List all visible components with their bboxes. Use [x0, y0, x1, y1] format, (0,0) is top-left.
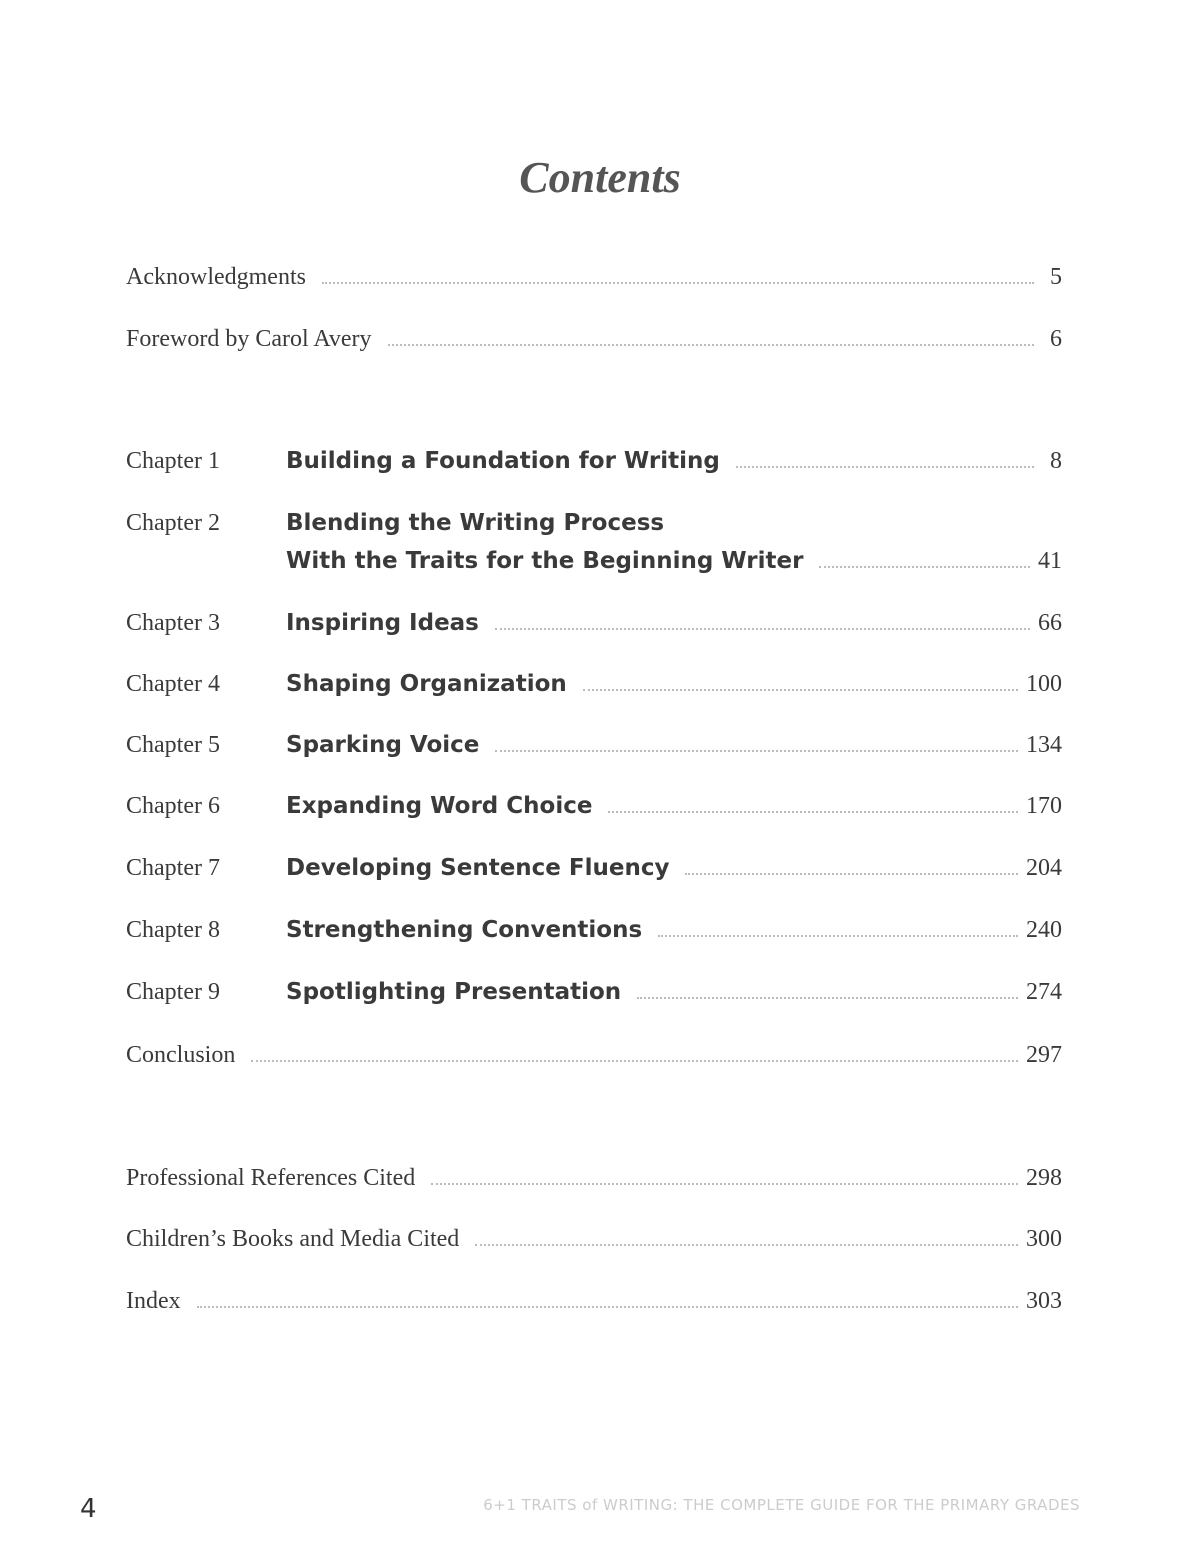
chapter-number: Chapter 5 — [126, 732, 220, 758]
chapter-title: Sparking Voice — [286, 732, 480, 758]
toc-entry — [126, 324, 1062, 354]
toc-chapter — [126, 977, 1062, 1007]
dot-leader — [736, 466, 1034, 468]
chapter-title: Spotlighting Presentation — [286, 979, 622, 1005]
running-footer: 6+1 TRAITS of WRITING: THE COMPLETE GUIDE FOR THE PRIMARY GRADES — [483, 1496, 1080, 1514]
entry-page: 297 — [1026, 1042, 1062, 1068]
chapter-title: Strengthening Conventions — [286, 917, 643, 943]
chapter-title-line1: Blending the Writing Process — [286, 510, 665, 536]
chapter-number: Chapter 4 — [126, 671, 220, 697]
toc-chapter — [126, 669, 1062, 699]
dot-leader — [431, 1183, 1018, 1185]
entry-label: Acknowledgments — [126, 264, 306, 290]
entry-page: 6 — [1050, 326, 1062, 352]
entry-page: 134 — [1026, 732, 1062, 758]
entry-page: 240 — [1026, 917, 1062, 943]
dot-leader — [685, 873, 1018, 875]
dot-leader — [583, 689, 1018, 691]
chapter-number: Chapter 1 — [126, 448, 220, 474]
entry-label: Conclusion — [126, 1042, 236, 1068]
page-title: Contents — [519, 153, 681, 202]
chapter-title: Building a Foundation for Writing — [286, 448, 720, 474]
chapter-number: Chapter 9 — [126, 979, 220, 1005]
toc-chapter — [126, 915, 1062, 945]
dot-leader — [658, 935, 1018, 937]
toc-entry — [126, 1224, 1062, 1254]
toc-entry — [126, 262, 1062, 292]
entry-page: 298 — [1026, 1165, 1062, 1191]
chapter-title: With the Traits for the Beginning Writer — [286, 548, 804, 574]
entry-page: 170 — [1026, 793, 1062, 819]
entry-page: 204 — [1026, 855, 1062, 881]
toc-chapter — [126, 791, 1062, 821]
entry-label: Professional References Cited — [126, 1165, 416, 1191]
entry-page: 5 — [1050, 264, 1062, 290]
chapter-number: Chapter 7 — [126, 855, 220, 881]
toc-chapter — [126, 730, 1062, 760]
dot-leader — [819, 566, 1030, 568]
entry-page: 41 — [1038, 548, 1062, 574]
dot-leader — [388, 344, 1034, 346]
entry-page: 303 — [1026, 1288, 1062, 1314]
toc-chapter — [126, 608, 1062, 638]
entry-page: 274 — [1026, 979, 1062, 1005]
toc-chapter — [126, 853, 1062, 883]
dot-leader — [637, 997, 1018, 999]
dot-leader — [475, 1244, 1018, 1246]
dot-leader — [322, 282, 1034, 284]
entry-label: Index — [126, 1288, 181, 1314]
chapter-title: Shaping Organization — [286, 671, 567, 697]
chapter-title: Inspiring Ideas — [286, 610, 479, 636]
dot-leader — [608, 811, 1018, 813]
page-number: 4 — [80, 1494, 97, 1524]
toc-entry — [126, 1286, 1062, 1316]
toc-entry — [126, 1040, 1062, 1070]
entry-label: Children’s Books and Media Cited — [126, 1226, 460, 1252]
chapter-number: Chapter 6 — [126, 793, 220, 819]
dot-leader — [251, 1060, 1018, 1062]
toc-entry — [126, 1163, 1062, 1193]
chapter-number: Chapter 3 — [126, 610, 220, 636]
entry-page: 300 — [1026, 1226, 1062, 1252]
entry-page: 8 — [1050, 448, 1062, 474]
chapter-title: Developing Sentence Fluency — [286, 855, 670, 881]
dot-leader — [495, 628, 1030, 630]
entry-page: 100 — [1026, 671, 1062, 697]
chapter-number: Chapter 2 — [126, 510, 220, 536]
dot-leader — [495, 750, 1018, 752]
chapter-title: Expanding Word Choice — [286, 793, 593, 819]
toc-chapter — [126, 508, 1062, 576]
toc-chapter — [126, 446, 1062, 476]
entry-page: 66 — [1038, 610, 1062, 636]
chapter-number: Chapter 8 — [126, 917, 220, 943]
entry-label: Foreword by Carol Avery — [126, 326, 372, 352]
dot-leader — [197, 1306, 1018, 1308]
